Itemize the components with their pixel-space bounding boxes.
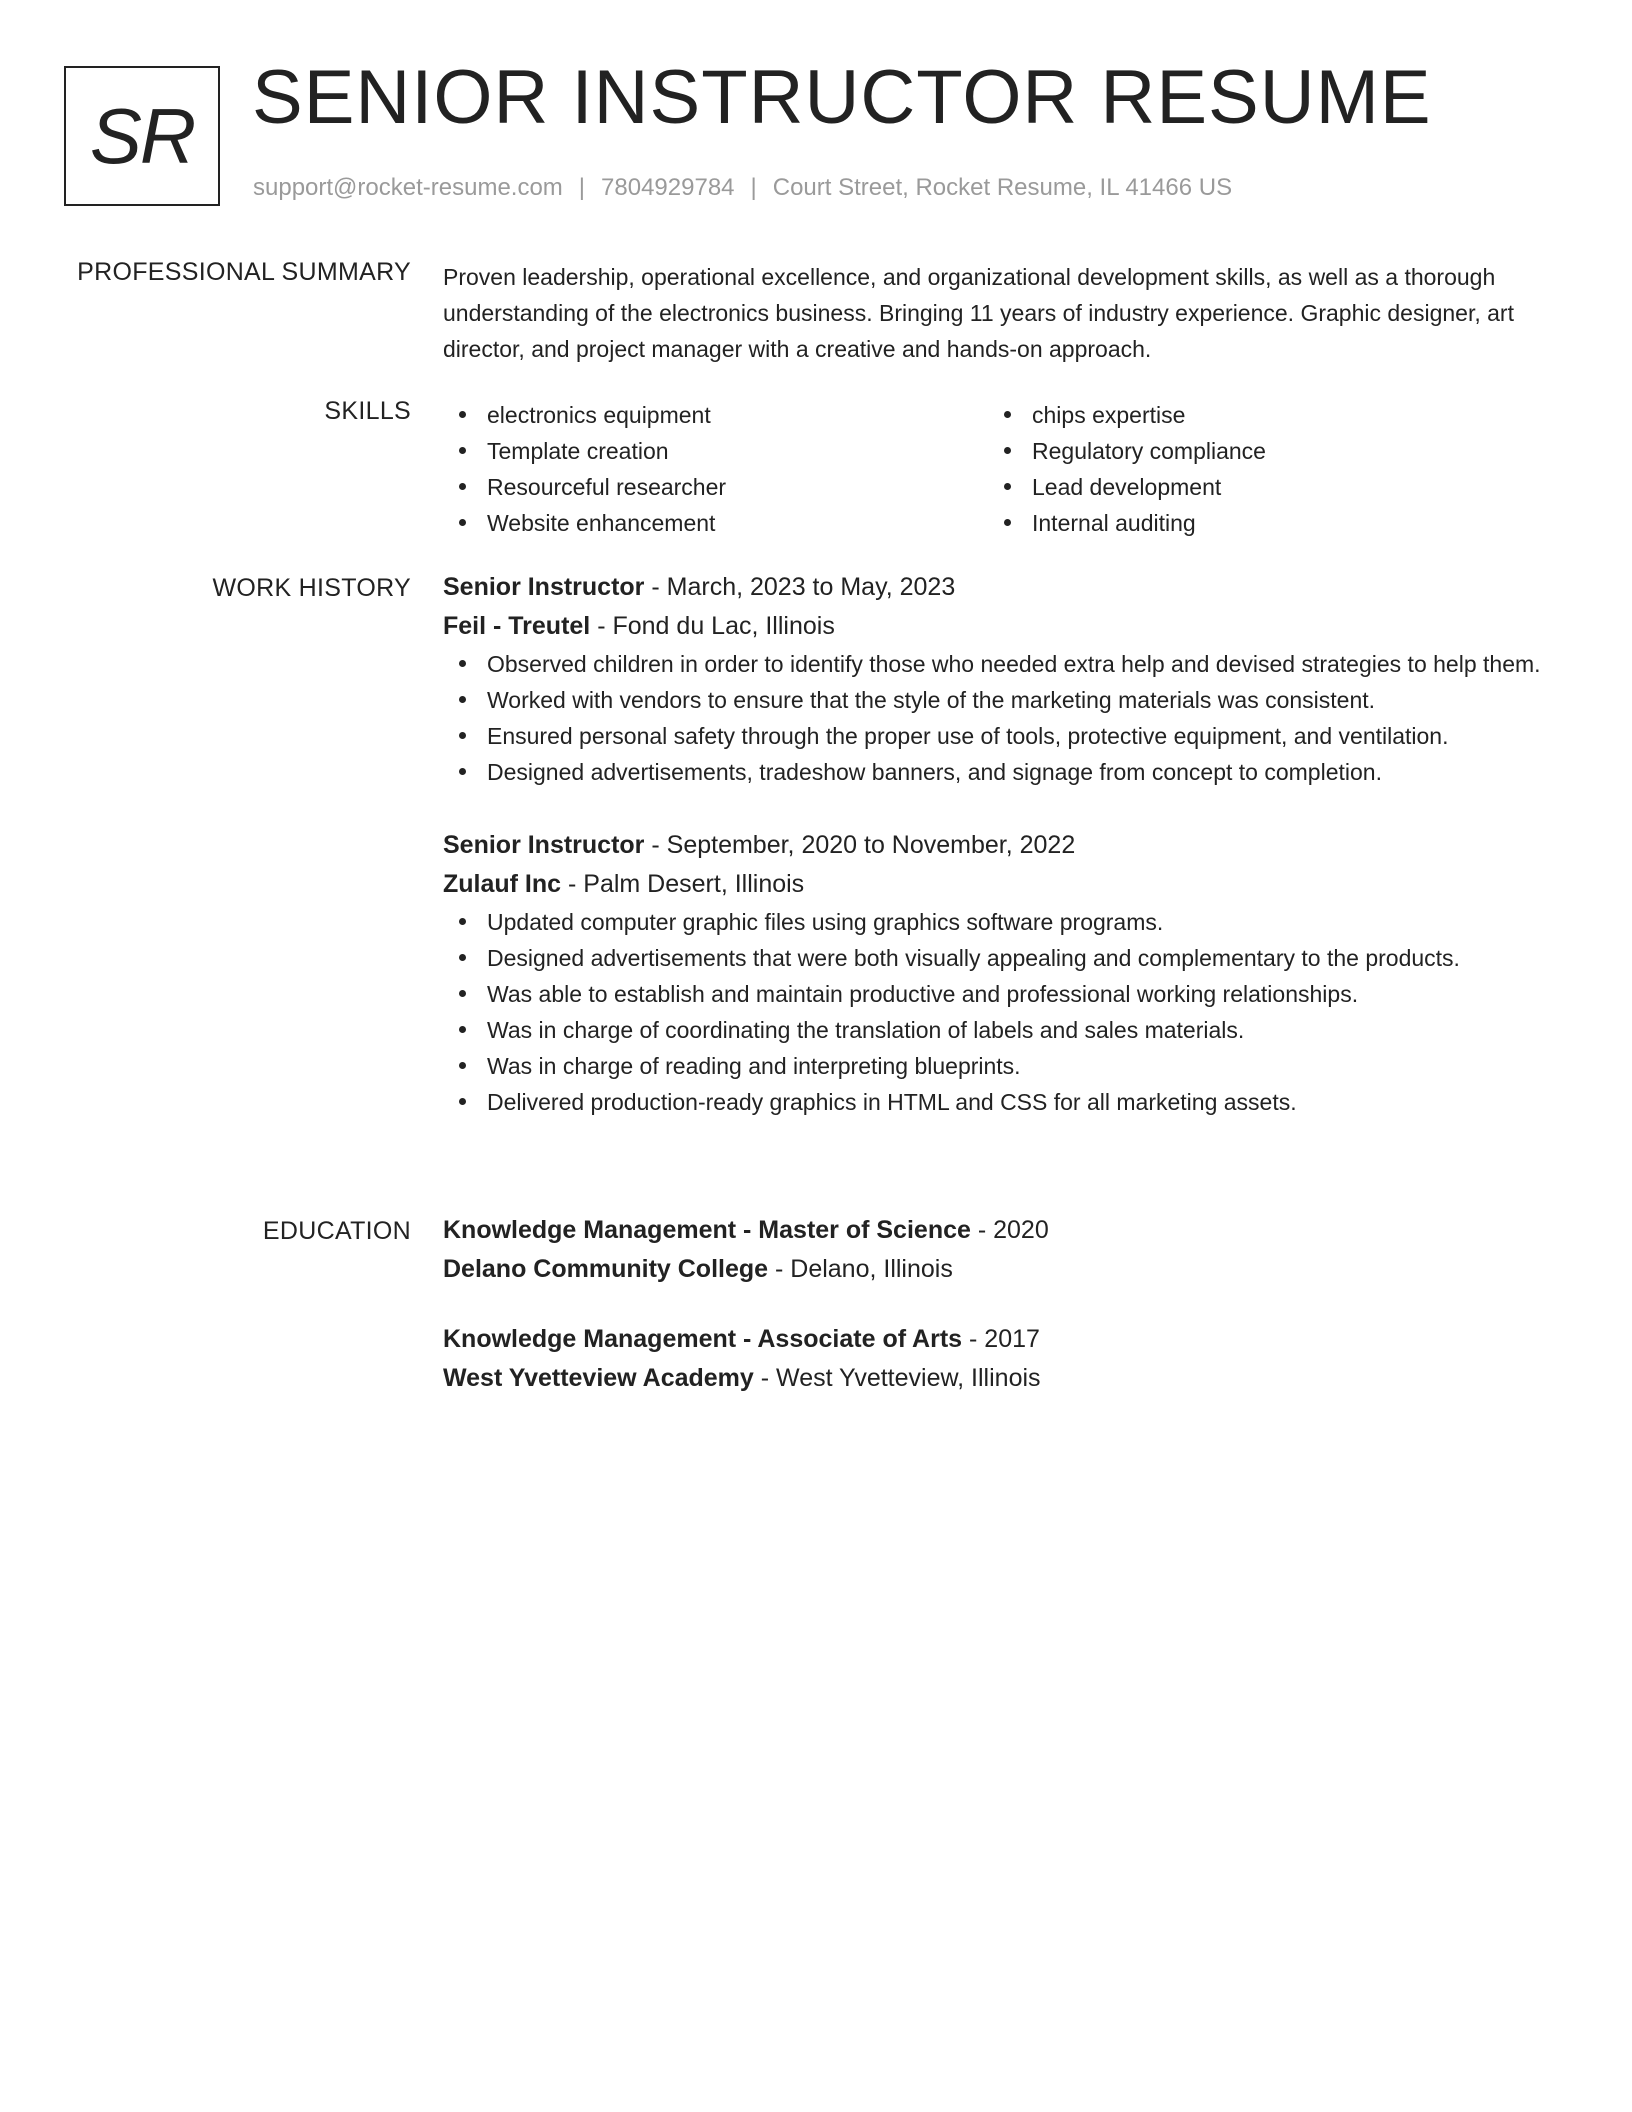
job-bullet: Was able to establish and maintain productive and professional working relationships. [443,976,1543,1012]
education-entry [443,1211,1543,1289]
job-location: - Palm Desert, Illinois [561,870,805,898]
monogram-box [64,66,220,206]
education-entry [443,1320,1543,1398]
job-bullets [443,904,1543,1120]
work-history-body [443,568,1543,1120]
job-bullet: Designed advertisements, tradeshow banners, and signage from concept to completion. [443,754,1543,790]
job-bullet: Was in charge of reading and interpreting blueprints. [443,1048,1543,1084]
education-degree-line [443,1211,1543,1250]
education-year: - 2017 [962,1325,1040,1353]
skills-list-left [443,397,988,541]
job-bullet: Worked with vendors to ensure that the style of the marketing materials was consistent. [443,682,1543,718]
education-school-line [443,1250,1543,1289]
job-dates: - March, 2023 to May, 2023 [644,573,956,601]
contact-email: support@rocket-resume.com [253,174,563,201]
job-dates: - September, 2020 to November, 2022 [644,831,1076,859]
education-location: - West Yvetteview, Illinois [753,1364,1041,1392]
summary-label: PROFESSIONAL SUMMARY [77,258,411,286]
skills-columns [443,397,1543,541]
job-title: Senior Instructor [443,573,645,601]
contact-address: Court Street, Rocket Resume, IL 41466 US [772,174,1233,201]
education-degree: Knowledge Management - Associate of Arts [443,1325,963,1353]
job-company: Feil - Treutel [443,612,591,640]
skill-item: Website enhancement [443,505,988,541]
job-bullet: Updated computer graphic files using graphics software programs. [443,904,1543,940]
job-location: - Fond du Lac, Illinois [590,612,835,640]
skill-item: Internal auditing [988,505,1533,541]
contact-line [253,174,1232,202]
education-school: West Yvetteview Academy [443,1364,754,1392]
contact-separator: | [750,174,757,201]
skill-item: Resourceful researcher [443,469,988,505]
job-company-line [443,607,1543,646]
summary-text: Proven leadership, operational excellence, and organizational development skills, as well as a thorough understanding of the electronics business. Bringing 11 years of industry experience. Graphic designer, art director, and project manager with a creative and hands-on approach. [443,264,1514,362]
education-year: - 2020 [970,1216,1049,1244]
job-bullet: Was in charge of coordinating the translation of labels and sales materials. [443,1012,1543,1048]
summary-body [443,259,1543,367]
skill-item: chips expertise [988,397,1533,433]
skills-body [443,397,1543,541]
contact-phone: 7804929784 [601,174,735,201]
job-entry [443,826,1543,1120]
education-school: Delano Community College [443,1255,769,1283]
skill-item: Template creation [443,433,988,469]
education-body [443,1211,1543,1398]
skills-label: SKILLS [324,397,411,425]
job-bullet: Observed children in order to identify those who needed extra help and devised strategies to help them. [443,646,1543,682]
skills-column-left [443,397,988,541]
job-company-line [443,865,1543,904]
job-bullet: Delivered production-ready graphics in HTML and CSS for all marketing assets. [443,1084,1543,1120]
job-bullet: Ensured personal safety through the proper use of tools, protective equipment, and ventilation. [443,718,1543,754]
job-title: Senior Instructor [443,831,645,859]
job-bullets [443,646,1543,790]
work-history-label: WORK HISTORY [212,574,411,602]
resume-title: SENIOR INSTRUCTOR RESUME [252,55,1432,140]
skills-list-right [988,397,1533,541]
contact-separator: | [578,174,586,201]
job-entry [443,568,1543,790]
education-degree-line [443,1320,1543,1359]
skill-item: Lead development [988,469,1533,505]
job-title-line [443,826,1543,865]
education-label: EDUCATION [262,1217,411,1245]
education-location: - Delano, Illinois [768,1255,953,1283]
job-title-line [443,568,1543,607]
job-bullet: Designed advertisements that were both visually appealing and complementary to the products. [443,940,1543,976]
skill-item: electronics equipment [443,397,988,433]
education-school-line [443,1359,1543,1398]
monogram-initials: SR [89,92,195,180]
job-company: Zulauf Inc [443,870,562,898]
education-degree: Knowledge Management - Master of Science [443,1216,971,1244]
skill-item: Regulatory compliance [988,433,1533,469]
skills-column-right [988,397,1533,541]
